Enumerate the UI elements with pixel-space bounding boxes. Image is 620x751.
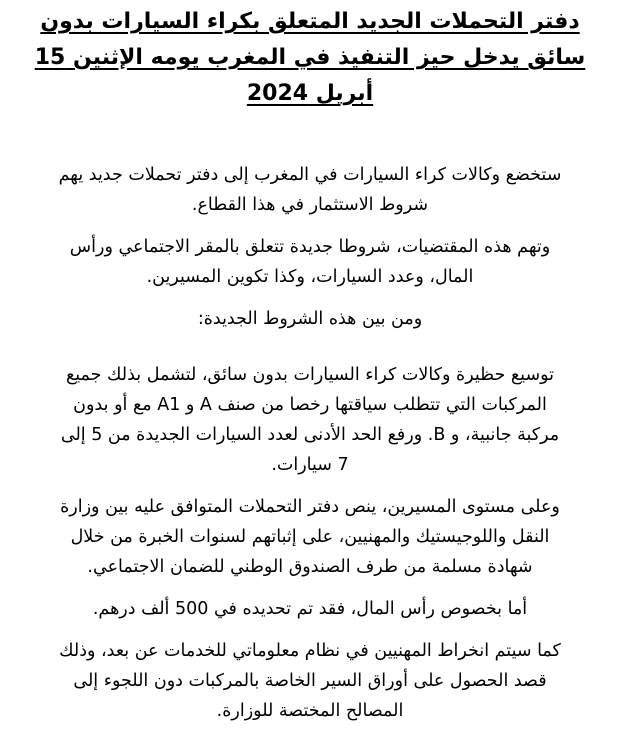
paragraph-line: المصالح المختصة للوزارة.: [216, 701, 404, 721]
paragraph-line: النقل واللوجيستيك والمهنيين، على إثباتهم لسنوات الخبرة من خلال: [70, 527, 550, 547]
paragraph-line: شهادة مسلمة من طرف الصندوق الوطني للضمان الاجتماعي.: [87, 557, 533, 577]
paragraph-line: وتهم هذه المقتضيات، شروطا جديدة تتعلق بالمقر الاجتماعي ورأس: [69, 237, 551, 257]
paragraph-conditions-heading: [30, 304, 590, 334]
paragraph-line: شروط الاستثمار في هذا القطاع.: [191, 195, 429, 215]
title-line: دفتر التحملات الجديد المتعلق بكراء السيارات بدون: [40, 9, 580, 34]
paragraph-managers: [30, 492, 590, 582]
paragraph-fleet-expansion: [30, 360, 590, 480]
paragraph-line: قصد الحصول على أوراق السير الخاصة بالمركبات دون اللجوء إلى: [73, 671, 547, 691]
paragraph-line: ستخضع وكالات كراء السيارات في المغرب إلى دفتر تحملات جديد يهم: [58, 165, 562, 185]
paragraph-capital: [30, 594, 590, 624]
paragraph-line: المال، وعدد السيارات، وكذا تكوين المسيرين.: [146, 267, 474, 287]
paragraph-requirements: [30, 232, 590, 292]
paragraph-line: ومن بين هذه الشروط الجديدة:: [197, 309, 423, 329]
paragraph-digital-system: [30, 636, 590, 726]
paragraph-line: مركبة جانبية، و B. ورفع الحد الأدنى لعدد السيارات الجديدة من 5 إلى: [60, 425, 560, 445]
document-page: [30, 4, 590, 738]
paragraph-line: 7 سيارات.: [271, 455, 349, 475]
paragraph-line: كما سيتم انخراط المهنيين في نظام معلوماتي للخدمات عن بعد، وذلك: [59, 641, 561, 661]
title-line: سائق يدخل حيز التنفيذ في المغرب يومه الإثنين 15: [34, 45, 586, 70]
paragraph-line: وعلى مستوى المسيرين، ينص دفتر التحملات المتوافق عليه بين وزارة: [60, 497, 560, 517]
document-title: [30, 4, 590, 112]
paragraph-line: المركبات التي تتطلب سياقتها رخصا من صنف A و A1 مع أو بدون: [73, 395, 547, 415]
document-body: [30, 160, 590, 726]
paragraph-intro: [30, 160, 590, 220]
title-line: أبريل 2024: [246, 81, 374, 106]
paragraph-line: أما بخصوص رأس المال، فقد تم تحديده في 500 ألف درهم.: [92, 599, 528, 619]
paragraph-line: توسيع حظيرة وكالات كراء السيارات بدون سائق، لتشمل بذلك جميع: [65, 365, 555, 385]
